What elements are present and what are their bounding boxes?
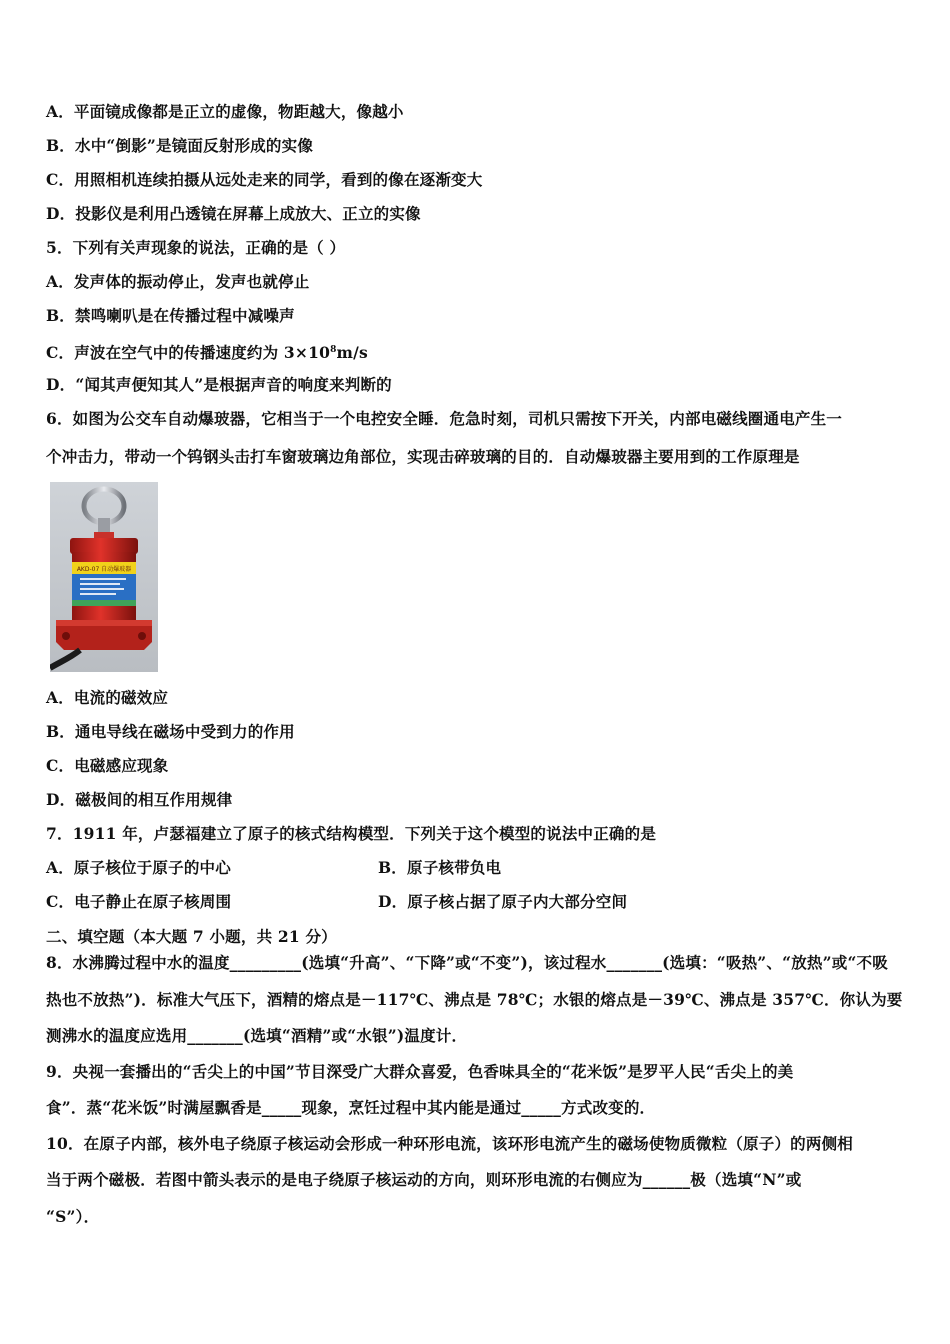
q6-option-a: A．电流的磁效应 [46, 688, 169, 707]
q7-option-d: D．原子核占据了原子内大部分空间 [378, 892, 628, 911]
q5-option-c-exponent: 8 [330, 345, 337, 355]
q10-line1: 10．在原子内部，核外电子绕原子核运动会形成一种环形电流，该环形电流产生的磁场使物质微粒（原子）的两侧相 [46, 1134, 853, 1153]
q6-stem-line2: 个冲击力，带动一个钨钢头击打车窗玻璃边角部位，实现击碎玻璃的目的．自动爆玻器主要用到的工作原理是 [46, 447, 800, 466]
q8-line2: 热也不放热”)．标准大气压下，酒精的熔点是－117℃、沸点是 78℃；水银的熔点是－39℃、沸点是 357℃．你认为要 [46, 990, 903, 1009]
q8-line1: 8．水沸腾过程中水的温度_________(选填“升高”、“下降”或“不变”)，该过程水_______(选填：“吸热”、“放热”或“不吸 [46, 953, 888, 972]
q6-option-b: B．通电导线在磁场中受到力的作用 [46, 722, 295, 741]
q4-option-a: A．平面镜成像都是正立的虚像，物距越大，像越小 [46, 102, 404, 121]
q7-stem: 7．1911 年，卢瑟福建立了原子的核式结构模型．下列关于这个模型的说法中正确的是 [46, 824, 657, 843]
q4-option-c: C．用照相机连续拍摄从远处走来的同学，看到的像在逐渐变大 [46, 170, 483, 189]
q5-option-c [46, 340, 368, 363]
q7-option-b: B．原子核带负电 [378, 858, 502, 877]
q8-line3: 测沸水的温度应选用_______(选填“酒精”或“水银”)温度计． [46, 1026, 468, 1045]
q9-line1: 9．央视一套播出的“舌尖上的中国”节目深受广大群众喜爱，色香味具全的“花米饭”是罗平人民“舌尖上的美 [46, 1062, 794, 1081]
q10-line3: “S”）． [46, 1207, 100, 1226]
q6-option-c: C．电磁感应现象 [46, 756, 169, 775]
q4-option-b: B．水中“倒影”是镜面反射形成的实像 [46, 136, 314, 155]
q5-option-d: D．“闻其声便知其人”是根据声音的响度来判断的 [46, 375, 392, 394]
q10-line2: 当于两个磁极．若图中箭头表示的是电子绕原子核运动的方向，则环形电流的右侧应为______极（选填“N”或 [46, 1170, 802, 1189]
q5-option-c-prefix: C．声波在空气中的传播速度约为 3×10 [46, 343, 331, 363]
q6-stem-line1: 6．如图为公交车自动爆玻器，它相当于一个电控安全睡．危急时刻，司机只需按下开关，内部电磁线圈通电产生一 [46, 409, 842, 428]
glass-breaker-label: AKD-07 自动爆玻器 [76, 566, 132, 573]
q7-option-c: C．电子静止在原子核周围 [46, 892, 232, 911]
q4-option-d: D．投影仪是利用凸透镜在屏幕上成放大、正立的实像 [46, 204, 421, 223]
q6-option-d: D．磁极间的相互作用规律 [46, 790, 233, 809]
q5-option-c-suffix: m/s [336, 343, 368, 363]
q7-option-a: A．原子核位于原子的中心 [46, 858, 231, 877]
q9-line2: 食”．蒸“花米饭”时满屋飘香是_____现象，烹饪过程中其内能是通过_____方式改变的． [46, 1098, 656, 1117]
q5-option-b: B．禁鸣喇叭是在传播过程中减噪声 [46, 306, 295, 325]
glass-breaker-photo [50, 482, 158, 672]
glass-breaker-illustration [50, 482, 158, 672]
section-title: 二、填空题（本大题 7 小题，共 21 分） [46, 927, 337, 946]
q5-option-a: A．发声体的振动停止，发声也就停止 [46, 272, 310, 291]
q5-stem: 5．下列有关声现象的说法，正确的是（ ） [46, 238, 346, 257]
